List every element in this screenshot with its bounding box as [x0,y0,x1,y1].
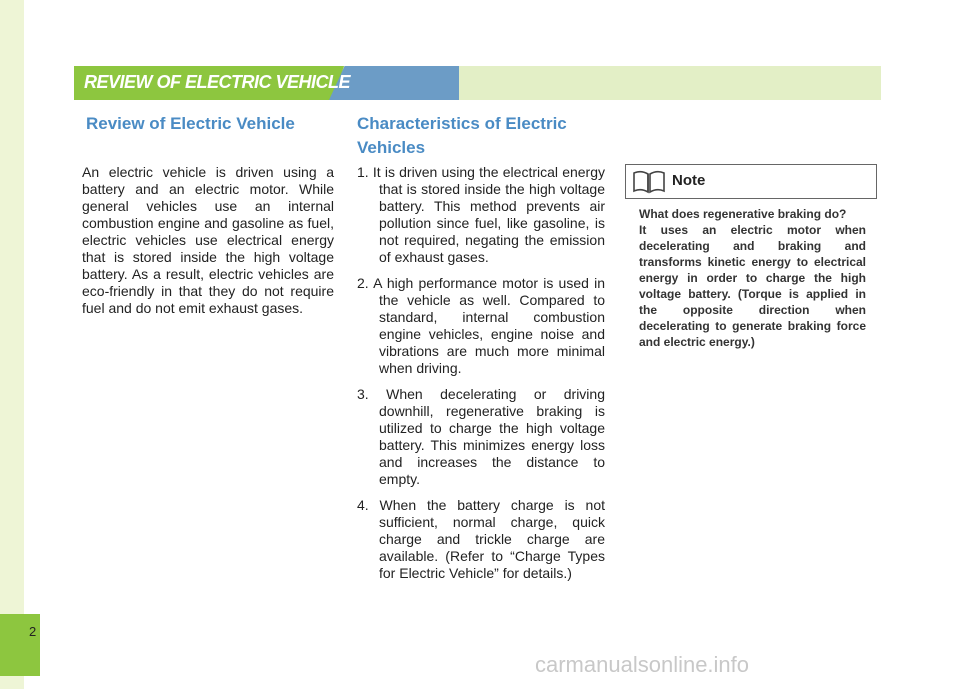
characteristics-heading-line1: Characteristics of Electric [357,114,567,133]
characteristics-heading-line2: Vehicles [357,138,426,157]
note-answer: It uses an electric motor when decelerating and braking and transforms kinetic energy to electrical energy in order to charge the high voltage battery. (Torque is applied in the opposite direction when decelerating to generate braking force and electric energy.) [639,223,866,349]
characteristics-list [357,164,605,591]
list-item: 4. When the battery charge is not sufficient, normal charge, quick charge and trickle charge are available. (Refer to “Charge Types for Electric Vehicle” for details.) [357,497,605,581]
book-icon [632,170,666,194]
note-label: Note [672,172,706,189]
note-question: What does regenerative braking do? [639,207,847,221]
list-item: 2. A high performance motor is used in the vehicle as well. Compared to standard, internal combustion engine vehicles, engine noise and vibrations are much more minimal when driving. [357,275,605,376]
list-item: 3. When decelerating or driving downhill, regenerative braking is utilized to charge the high voltage battery. This minimizes energy loss and increases the distance to empty. [357,386,605,487]
review-heading: Review of Electric Vehicle [86,114,295,133]
page-number: 2 [29,624,37,639]
note-text [639,206,866,350]
left-margin-strip [0,0,24,689]
watermark: carmanualsonline.info [535,652,750,677]
chapter-title: REVIEW OF ELECTRIC VEHICLE [84,72,351,92]
list-item: 1. It is driven using the electrical energy that is stored inside the high voltage battery. This method prevents air pollution since fuel, like gasoline, is not required, negating the emission of exhaust gases. [357,164,605,265]
review-body: An electric vehicle is driven using a battery and an electric motor. While general vehicles use an internal combustion engine and gasoline as fuel, electric vehicles use electrical energy that is stored inside the high voltage battery. As a result, electric vehicles are eco-friendly in that they do not require fuel and do not emit exhaust gases. [82,164,334,316]
